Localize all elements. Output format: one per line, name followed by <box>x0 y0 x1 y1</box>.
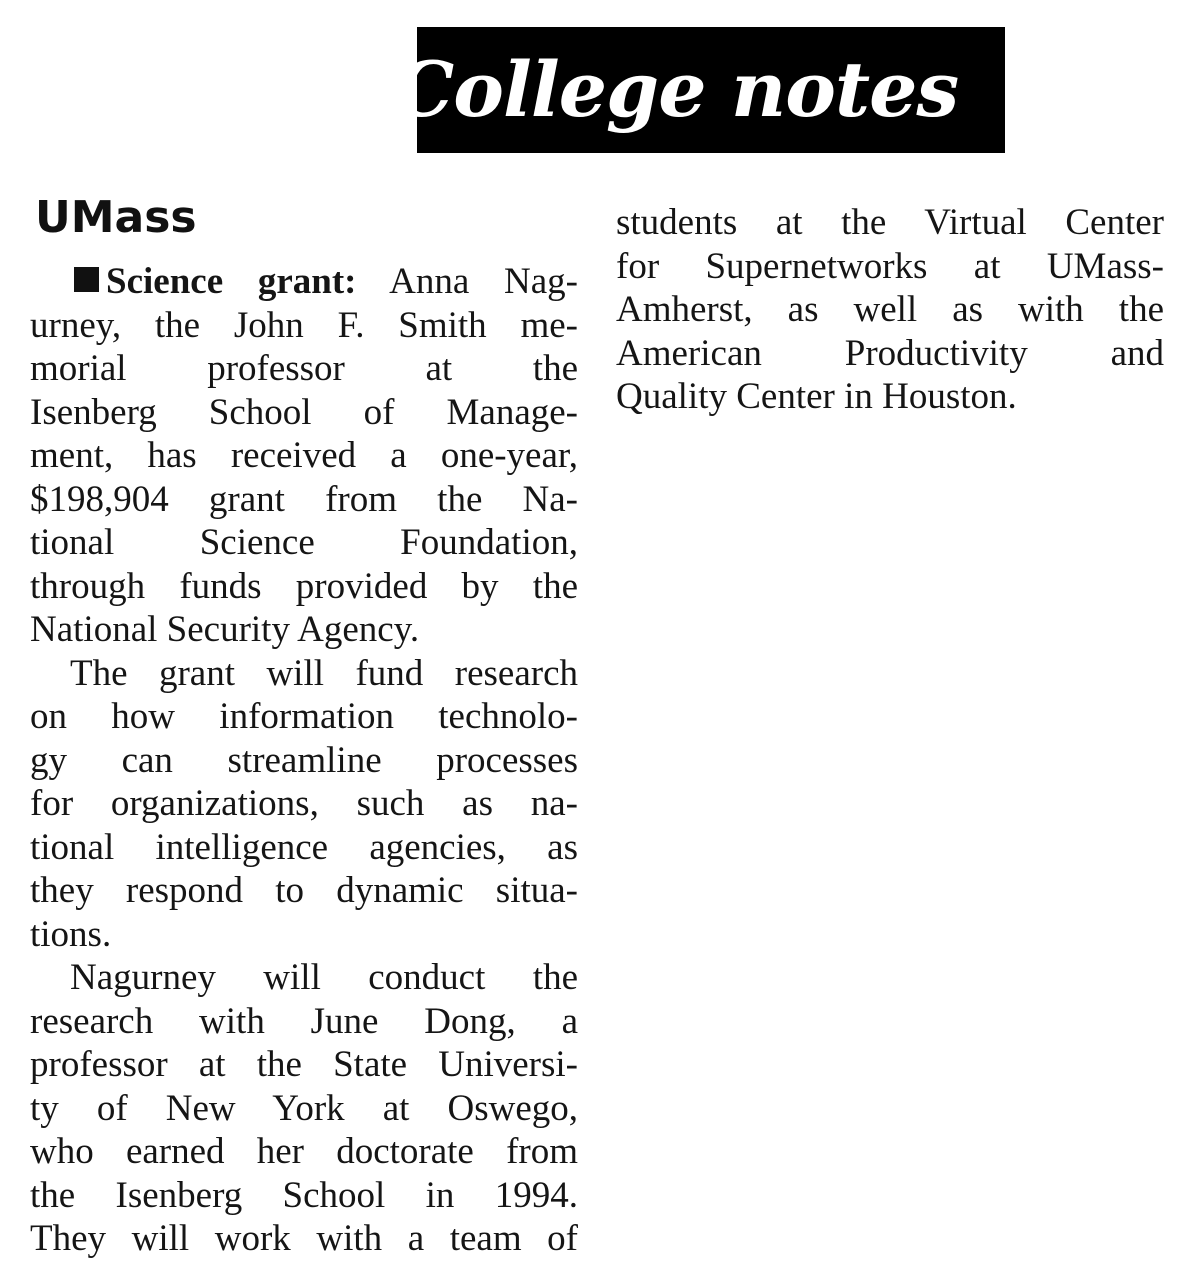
lead-label: Science grant: <box>106 261 357 302</box>
section-heading: UMass <box>35 192 197 243</box>
text-line: morial professor at the <box>30 348 578 389</box>
text-line: The grant will fund research <box>70 652 578 694</box>
text-line: ment, has received a one-year, <box>30 435 578 476</box>
text-line: the Isenberg School in 1994. <box>30 1174 578 1216</box>
text-line: They will work with a team of <box>30 1218 578 1259</box>
text-line: tional Science Foundation, <box>30 522 578 563</box>
text-line: National Security Agency. <box>30 609 420 650</box>
text-line: they respond to dynamic situa- <box>30 870 578 911</box>
lead-line <box>30 260 578 304</box>
text-line: urney, the John F. Smith me- <box>30 304 578 346</box>
article-column-left <box>30 260 578 1261</box>
text-line: $198,904 grant from the Na- <box>30 478 578 520</box>
text-line: American Productivity and <box>616 332 1164 374</box>
text-line: professor at the State Universi- <box>30 1044 578 1085</box>
text-line: gy can streamline processes <box>30 739 578 781</box>
text-line: tions. <box>30 913 112 955</box>
text-line: Amherst, as well as with the <box>616 289 1164 330</box>
masthead-banner <box>393 27 1005 153</box>
text-line: students at the Virtual Center <box>616 202 1164 243</box>
lead-text: Anna Nag- <box>356 261 579 302</box>
text-line: Nagurney will conduct the <box>70 957 578 998</box>
masthead-title: College notes <box>393 45 959 134</box>
text-line: on how information technolo- <box>30 696 578 737</box>
text-line: Isenberg School of Manage- <box>30 391 578 433</box>
text-line: who earned her doctorate from <box>30 1131 578 1172</box>
text-line: through funds provided by the <box>30 565 578 607</box>
bullet-square-icon <box>74 267 99 292</box>
article-column-right <box>616 201 1164 419</box>
text-line: for Supernetworks at UMass- <box>616 245 1164 287</box>
text-line: tional intelligence agencies, as <box>30 826 578 868</box>
text-line: Quality Center in Houston. <box>616 376 1017 417</box>
text-line: for organizations, such as na- <box>30 783 578 824</box>
text-line: ty of New York at Oswego, <box>30 1087 578 1129</box>
text-line: research with June Dong, a <box>30 1000 578 1042</box>
